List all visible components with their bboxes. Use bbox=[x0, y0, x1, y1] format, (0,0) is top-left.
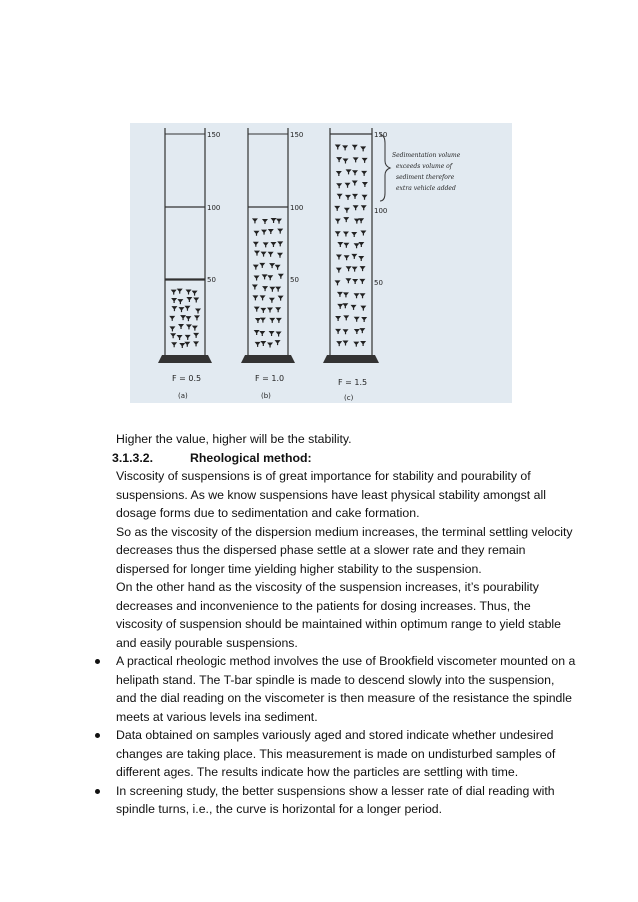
floc-particle bbox=[275, 265, 281, 270]
floc-particle bbox=[261, 252, 267, 257]
floc-particle bbox=[254, 251, 260, 256]
floc-particle bbox=[186, 297, 192, 302]
floc-particle bbox=[277, 241, 283, 246]
floc-particle bbox=[253, 265, 259, 270]
floc-particle bbox=[254, 307, 260, 312]
floc-particle bbox=[186, 324, 192, 329]
floc-particle bbox=[184, 342, 190, 347]
floc-particle bbox=[269, 298, 275, 303]
sedimentation-figure bbox=[130, 123, 512, 403]
floc-particle bbox=[252, 285, 258, 290]
floc-particle bbox=[276, 219, 282, 224]
floc-particle bbox=[336, 268, 342, 273]
floc-particle bbox=[362, 182, 368, 187]
cyl-a-label: F = 0.5 bbox=[172, 374, 202, 383]
floc-particle bbox=[334, 206, 340, 211]
floc-particle bbox=[178, 324, 184, 329]
brace-icon bbox=[380, 135, 390, 201]
cyl-c-tick-100: 100 bbox=[374, 207, 388, 215]
floc-particle bbox=[351, 232, 357, 237]
floc-particle bbox=[351, 305, 357, 310]
floc-particle bbox=[353, 205, 359, 210]
floc-particle bbox=[358, 242, 364, 247]
floc-particle bbox=[342, 303, 348, 308]
floc-particle bbox=[344, 208, 350, 213]
floc-particle bbox=[262, 286, 268, 291]
floc-particle bbox=[335, 231, 341, 236]
floc-particle bbox=[255, 342, 261, 347]
floc-particle bbox=[254, 330, 260, 335]
floc-particle bbox=[253, 242, 259, 247]
bullet-icon bbox=[95, 733, 100, 738]
cyl-a-tick-50: 50 bbox=[207, 276, 216, 284]
floc-particle bbox=[352, 279, 358, 284]
floc-particle bbox=[275, 340, 281, 345]
cyl-b-label: F = 1.0 bbox=[255, 374, 285, 383]
floc-particle bbox=[268, 252, 274, 257]
cyl-c-sub: (c) bbox=[344, 394, 354, 402]
floc-particle bbox=[345, 195, 351, 200]
floc-particle bbox=[192, 291, 198, 296]
floc-particle bbox=[337, 194, 343, 199]
floc-particle bbox=[335, 280, 341, 285]
bullet-icon bbox=[95, 659, 100, 664]
floc-particle bbox=[343, 217, 349, 222]
floc-particle bbox=[335, 329, 341, 334]
floc-particle bbox=[267, 275, 273, 280]
floc-particle bbox=[171, 306, 177, 311]
floc-particle bbox=[342, 159, 348, 164]
floc-particle bbox=[178, 307, 184, 312]
cylinder-a bbox=[158, 128, 220, 400]
floc-particle bbox=[278, 274, 284, 279]
floc-particle bbox=[192, 326, 198, 331]
floc-particle bbox=[263, 242, 269, 247]
floc-particle bbox=[343, 231, 349, 236]
floc-particle bbox=[344, 255, 350, 260]
floc-particle bbox=[269, 318, 275, 323]
body-text bbox=[112, 430, 576, 819]
floc-particle bbox=[276, 318, 282, 323]
floc-particle bbox=[335, 219, 341, 224]
floc-particle bbox=[269, 331, 275, 336]
floc-particle bbox=[193, 341, 199, 346]
floc-particle bbox=[252, 218, 258, 223]
bullet-item bbox=[116, 782, 576, 819]
floc-particle bbox=[354, 219, 360, 224]
floc-particle bbox=[177, 335, 183, 340]
floc-particle bbox=[275, 307, 281, 312]
floc-particle bbox=[361, 205, 367, 210]
cyl-b-tick-150: 150 bbox=[290, 131, 304, 139]
floc-particle bbox=[260, 318, 266, 323]
floc-particle bbox=[345, 278, 351, 283]
floc-particle bbox=[360, 341, 366, 346]
sedimentation-diagram bbox=[130, 123, 512, 403]
floc-particle bbox=[360, 293, 366, 298]
floc-particle bbox=[259, 331, 265, 336]
floc-particle bbox=[352, 170, 358, 175]
note-line-2: exceeds volume of bbox=[396, 163, 452, 170]
floc-particle bbox=[352, 194, 358, 199]
floc-particle bbox=[194, 315, 200, 320]
floc-particle bbox=[346, 266, 352, 271]
floc-particle bbox=[271, 218, 277, 223]
floc-particle bbox=[260, 308, 266, 313]
cylinder-b bbox=[241, 128, 303, 400]
floc-particle bbox=[343, 243, 349, 248]
floc-particle bbox=[352, 267, 358, 272]
floc-particle bbox=[180, 315, 186, 320]
floc-particle bbox=[343, 329, 349, 334]
floc-particle bbox=[343, 292, 349, 297]
floc-particle bbox=[336, 254, 342, 259]
bullet-item bbox=[116, 726, 576, 782]
floc-particle bbox=[179, 343, 185, 348]
floc-particle bbox=[342, 145, 348, 150]
paragraph-3: On the other hand as the viscosity of the suspension increases, it’s pourability decreases and inconvenience to the patients for dosing increases. Thus, the viscosity of suspension should be maintained within optimum range to yield stable and easily pourable suspensions. bbox=[116, 580, 561, 650]
cyl-c-tick-50: 50 bbox=[374, 279, 383, 287]
floc-particle bbox=[270, 242, 276, 247]
floc-particle bbox=[335, 145, 341, 150]
section-heading bbox=[112, 449, 576, 468]
floc-particle bbox=[354, 293, 360, 298]
floc-particle bbox=[360, 230, 366, 235]
floc-particle bbox=[337, 292, 343, 297]
floc-particle bbox=[252, 295, 258, 300]
floc-particle bbox=[269, 287, 275, 292]
note-line-4: extra vehicle added bbox=[396, 185, 456, 192]
floc-particle bbox=[171, 290, 177, 295]
floc-particle bbox=[260, 295, 266, 300]
floc-particle bbox=[361, 171, 367, 176]
floc-particle bbox=[354, 317, 360, 322]
floc-particle bbox=[259, 263, 265, 268]
cyl-a-sub: (a) bbox=[178, 392, 188, 400]
note-line-1: Sedimentation volume bbox=[392, 152, 461, 159]
floc-particle bbox=[360, 266, 366, 271]
floc-particle bbox=[269, 263, 275, 268]
floc-particle bbox=[346, 169, 352, 174]
floc-particle bbox=[353, 342, 359, 347]
bullet-text: In screening study, the better suspensions show a lesser rate of dial reading with spindle turns, i.e., the curve is horizontal for a longer period. bbox=[116, 783, 555, 816]
floc-particle bbox=[268, 229, 274, 234]
floc-particle bbox=[337, 304, 343, 309]
floc-particle bbox=[361, 317, 367, 322]
floc-particle bbox=[352, 181, 358, 186]
floc-particle bbox=[359, 328, 365, 333]
floc-particle bbox=[276, 332, 282, 337]
intro-line: Higher the value, higher will be the stability. bbox=[116, 432, 352, 446]
cyl-c-tick-150: 150 bbox=[374, 131, 388, 139]
floc-particle bbox=[353, 157, 359, 162]
floc-particle bbox=[351, 254, 357, 259]
floc-particle bbox=[186, 289, 192, 294]
floc-particle bbox=[170, 333, 176, 338]
floc-particle bbox=[262, 274, 268, 279]
floc-particle bbox=[336, 183, 342, 188]
bullet-text: A practical rheologic method involves the use of Brookfield viscometer mounted on a helipath stand. The T-bar spindle is made to descend slowly into the suspension, and the dial reading on the viscometer is then measure of the resistance the spindle meets at various levels ina sediment. bbox=[116, 654, 576, 724]
floc-particle bbox=[185, 335, 191, 340]
cyl-b-tick-100: 100 bbox=[290, 204, 304, 212]
floc-particle bbox=[342, 341, 348, 346]
bullet-text: Data obtained on samples variously aged and stored indicate whether undesired changes are taking place. This measurement is made on undisturbed samples of different ages. The results indicate how the particles are settling with time. bbox=[116, 728, 556, 779]
floc-particle bbox=[171, 298, 177, 303]
paragraph-2: So as the viscosity of the dispersion medium increases, the terminal settling velocity decreases thus the dispersed phase settle at a slower rate and they remain dispersed for longer time yielding higher stability to the suspension. bbox=[116, 524, 573, 576]
floc-particle bbox=[358, 218, 364, 223]
floc-particle bbox=[169, 326, 175, 331]
floc-particle bbox=[277, 229, 283, 234]
floc-particle bbox=[261, 230, 267, 235]
floc-particle bbox=[193, 297, 199, 302]
floc-particle bbox=[352, 145, 358, 150]
floc-particle bbox=[278, 296, 284, 301]
floc-particle bbox=[362, 158, 368, 163]
heading-number: 3.1.3.2. bbox=[112, 450, 154, 465]
cyl-a-tick-150: 150 bbox=[207, 131, 221, 139]
floc-particle bbox=[359, 279, 365, 284]
floc-particle bbox=[362, 195, 368, 200]
heading-title: Rheological method: bbox=[190, 450, 312, 465]
cyl-a-tick-100: 100 bbox=[207, 204, 221, 212]
floc-particle bbox=[171, 342, 177, 347]
floc-particle bbox=[177, 299, 183, 304]
paragraph-1: Viscosity of suspensions is of great importance for stability and pourability of suspensions. As we know suspensions have least physical stability amongst all dosage forms due to sedimentation and cake formation. bbox=[116, 469, 546, 520]
floc-particle bbox=[177, 289, 183, 294]
floc-particle bbox=[354, 243, 360, 248]
floc-particle bbox=[260, 341, 266, 346]
floc-particle bbox=[277, 253, 283, 258]
floc-particle bbox=[262, 219, 268, 224]
floc-particle bbox=[336, 171, 342, 176]
note-line-3: sediment therefore bbox=[396, 174, 455, 181]
floc-particle bbox=[254, 231, 260, 236]
floc-particle bbox=[255, 318, 261, 323]
floc-particle bbox=[267, 343, 273, 348]
floc-particle bbox=[336, 341, 342, 346]
floc-particle bbox=[336, 157, 342, 162]
floc-particle bbox=[184, 306, 190, 311]
floc-particle bbox=[360, 306, 366, 311]
cyl-b-sub: (b) bbox=[261, 392, 271, 400]
floc-particle bbox=[169, 316, 175, 321]
floc-particle bbox=[185, 316, 191, 321]
cyl-c-label: F = 1.5 bbox=[338, 378, 368, 387]
floc-particle bbox=[267, 307, 273, 312]
floc-particle bbox=[275, 287, 281, 292]
cylinder-c bbox=[323, 128, 387, 402]
bullet-icon bbox=[95, 789, 100, 794]
floc-particle bbox=[343, 315, 349, 320]
floc-particle bbox=[193, 333, 199, 338]
floc-particle bbox=[358, 256, 364, 261]
bullet-item bbox=[116, 652, 576, 726]
floc-particle bbox=[360, 146, 366, 151]
cyl-b-tick-50: 50 bbox=[290, 276, 299, 284]
floc-particle bbox=[254, 276, 260, 281]
floc-particle bbox=[195, 309, 201, 314]
floc-particle bbox=[354, 329, 360, 334]
floc-particle bbox=[337, 242, 343, 247]
floc-particle bbox=[335, 316, 341, 321]
floc-particle bbox=[345, 183, 351, 188]
